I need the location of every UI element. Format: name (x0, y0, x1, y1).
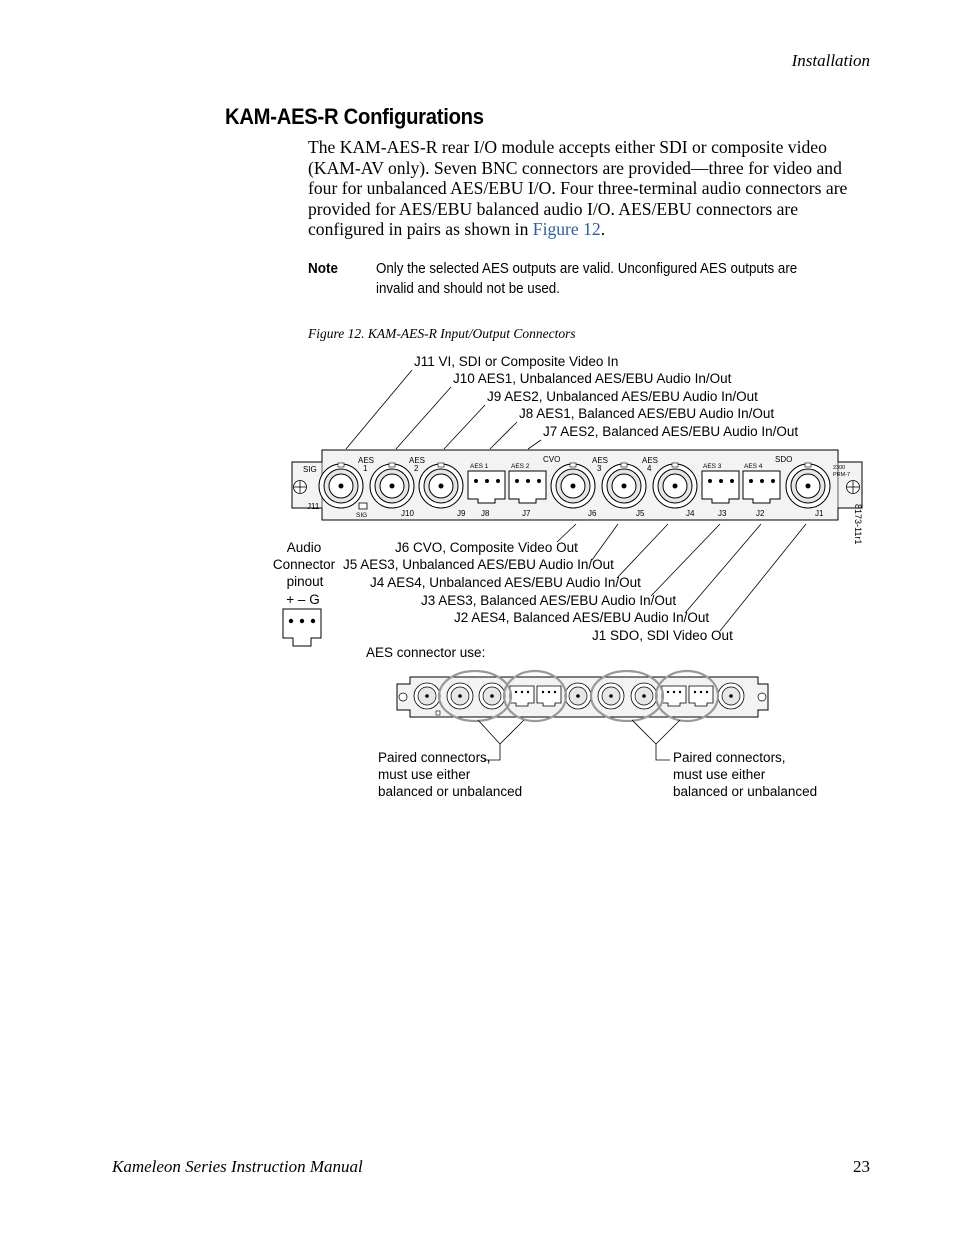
xlr3-j2 (743, 471, 780, 503)
callout-j6: J6 CVO, Composite Video Out (395, 540, 578, 555)
label-j5: J5 (636, 509, 645, 518)
top-callouts (414, 354, 798, 439)
bnc-j1 (786, 464, 830, 508)
label-aes-2b: 2 (414, 464, 419, 473)
callout-j5: J5 AES3, Unbalanced AES/EBU Audio In/Out (343, 557, 614, 572)
paired-left-line-2: must use either (378, 767, 471, 782)
pinout-title-3: pinout (286, 574, 324, 589)
bnc-j11 (319, 464, 363, 508)
label-j3: J3 (718, 509, 727, 518)
label-aes4-bal: AES 4 (744, 463, 763, 470)
label-aes-3b: 3 (597, 464, 602, 473)
callout-j10: J10 AES1, Unbalanced AES/EBU Audio In/Out (453, 371, 732, 386)
label-j2: J2 (756, 509, 765, 518)
label-sdo: SDO (775, 455, 793, 464)
paired-right-line-1: Paired connectors, (673, 750, 786, 765)
callout-j1: J1 SDO, SDI Video Out (592, 628, 733, 643)
rear-panel (292, 450, 863, 544)
callout-j4: J4 AES4, Unbalanced AES/EBU Audio In/Out (370, 575, 641, 590)
label-model-a: 2300 (833, 465, 846, 471)
figure-caption: Figure 12. KAM-AES-R Input/Output Connectors (308, 326, 576, 341)
label-aes-2a: AES (409, 456, 426, 465)
callout-j8: J8 AES1, Balanced AES/EBU Audio In/Out (519, 406, 775, 421)
paired-right-line-3: balanced or unbalanced (673, 784, 818, 799)
label-sig-top: SIG (303, 465, 317, 474)
paired-note-left (378, 750, 522, 799)
pinout-pins: + – G (286, 592, 320, 607)
label-aes-4a: AES (642, 456, 659, 465)
label-j6: J6 (588, 509, 597, 518)
label-j8: J8 (481, 509, 490, 518)
paragraph-end: . (600, 219, 606, 239)
paired-left-line-1: Paired connectors, (378, 750, 491, 765)
pinout-connector (283, 609, 321, 646)
section-title: KAM-AES-R Configurations (225, 104, 484, 129)
label-j4: J4 (686, 509, 695, 518)
panel-screw-left (294, 481, 307, 494)
xlr3-j8 (468, 471, 505, 503)
paired-left-line-3: balanced or unbalanced (378, 784, 523, 799)
paired-note-right (673, 750, 817, 799)
callout-j9: J9 AES2, Unbalanced AES/EBU Audio In/Out (487, 389, 758, 404)
label-aes-1b: 1 (363, 464, 368, 473)
label-aes-1a: AES (358, 456, 375, 465)
label-aes-4b: 4 (647, 464, 652, 473)
bnc-j6 (551, 464, 595, 508)
bottom-callouts (343, 540, 733, 643)
label-j11: J11 (307, 502, 320, 511)
callout-j7: J7 AES2, Balanced AES/EBU Audio In/Out (543, 424, 799, 439)
bnc-j5 (602, 464, 646, 508)
panel-screw-right (847, 481, 860, 494)
running-head: Installation (791, 51, 870, 70)
figure-12-link[interactable]: Figure 12 (532, 219, 601, 239)
xlr3-j3 (702, 471, 739, 503)
aes-use-panel (397, 671, 768, 760)
footer-manual-title: Kameleon Series Instruction Manual (112, 1157, 363, 1176)
pinout-title-1: Audio (286, 540, 322, 555)
note-text: Only the selected AES outputs are valid. Unconfigured AES outputs are invalid and should not be used. (376, 261, 798, 297)
callout-j11: J11 VI, SDI or Composite Video In (414, 354, 619, 369)
drawing-id: 8173-11r1 (853, 504, 863, 545)
label-aes1-bal: AES 1 (470, 463, 489, 470)
bnc-j10 (370, 464, 414, 508)
paired-right-line-2: must use either (673, 767, 766, 782)
bnc-j4 (653, 464, 697, 508)
pinout-title-2: Connector (272, 557, 336, 572)
note-label: Note (308, 260, 339, 277)
label-aes2-bal: AES 2 (511, 463, 530, 470)
aes-use-label: AES connector use: (366, 645, 486, 660)
label-aes3-bal: AES 3 (703, 463, 722, 470)
label-cvo: CVO (543, 455, 561, 464)
pinout-legend (273, 540, 336, 607)
label-j10: J10 (401, 509, 414, 518)
sig-led (359, 503, 367, 509)
label-model-b: PRM-7 (833, 472, 851, 478)
label-j9: J9 (457, 509, 466, 518)
paragraph-text: The KAM-AES-R rear I/O module accepts either SDI or composite video (KAM-AV only). Seven BNC connectors are provided—three for video and four for unbalanced AES/EBU I/O. Four three-terminal audio connectors are provided for AES/EBU balanced audio I/O. AES/EBU connectors are configured in pairs as shown in (308, 137, 848, 239)
label-aes-3a: AES (592, 456, 609, 465)
label-j1: J1 (815, 509, 824, 518)
callout-j2: J2 AES4, Balanced AES/EBU Audio In/Out (454, 610, 710, 625)
label-j7: J7 (522, 509, 531, 518)
footer-page-number: 23 (853, 1157, 870, 1176)
xlr3-j7 (509, 471, 546, 503)
label-sig-bottom: SIG (356, 512, 368, 519)
bnc-j9 (419, 464, 463, 508)
callout-j3: J3 AES3, Balanced AES/EBU Audio In/Out (421, 593, 677, 608)
